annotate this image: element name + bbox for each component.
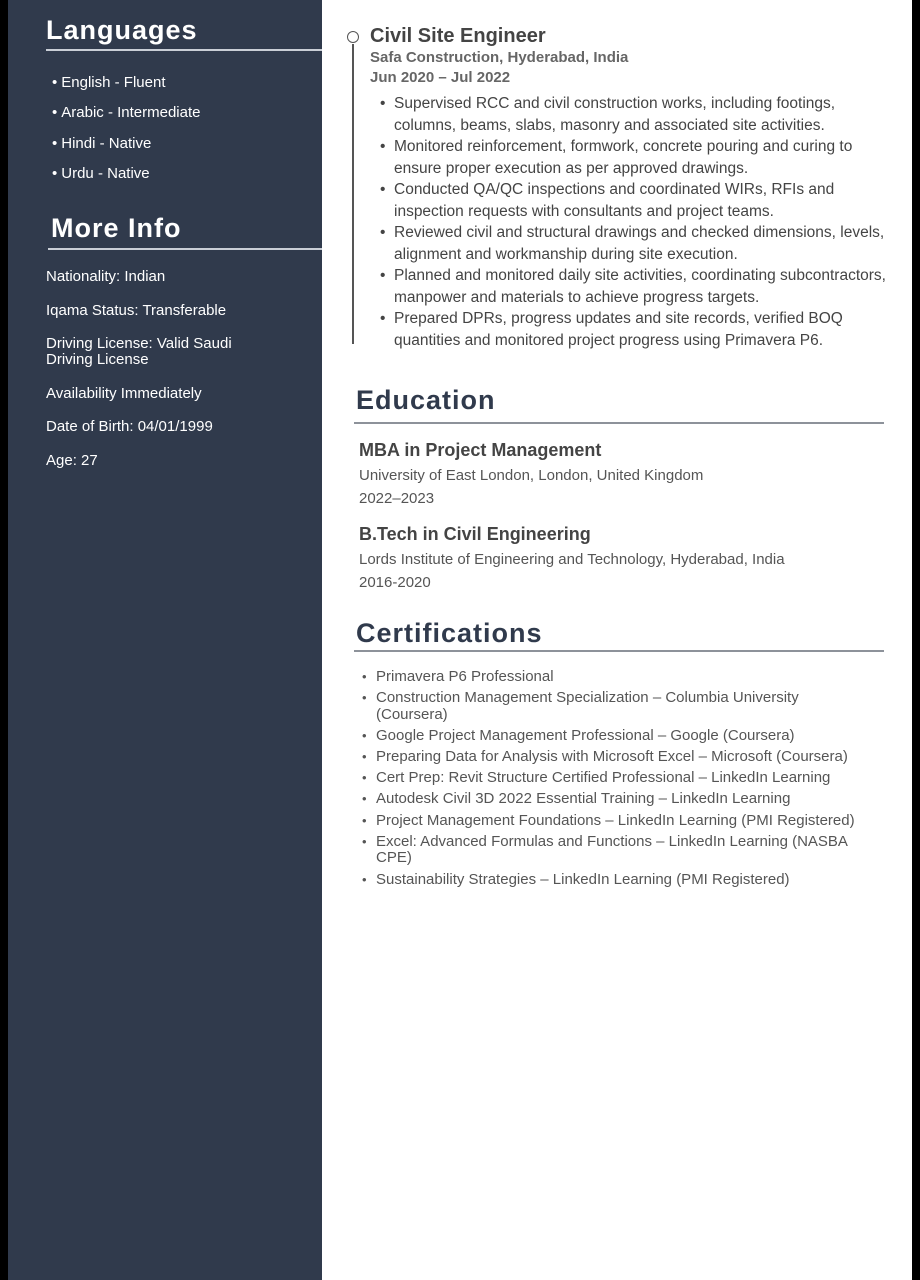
education-divider: [354, 422, 884, 424]
certification-item: • Google Project Management Professional – Google (Coursera): [362, 728, 872, 745]
certifications-divider: [354, 650, 884, 652]
job-duties-list: [380, 93, 900, 351]
more-info-heading: More Info: [51, 213, 182, 243]
certification-item: • Preparing Data for Analysis with Microsoft Excel – Microsoft (Coursera): [362, 749, 872, 766]
iqama-status: Iqama Status: Transferable: [46, 301, 227, 319]
education-degree: MBA in Project Management: [359, 440, 602, 460]
sidebar: [8, 0, 322, 1280]
nationality: Nationality: Indian: [46, 268, 166, 285]
languages-divider: [46, 49, 322, 51]
education-years: 2016-2020: [359, 574, 431, 591]
job-dates: Jun 2020 – Jul 2022: [370, 69, 511, 86]
availability: Availability Immediately: [46, 384, 202, 402]
certification-item: • Sustainability Strategies – LinkedIn Learning (PMI Registered): [362, 872, 872, 889]
certification-item: • Excel: Advanced Formulas and Functions – LinkedIn Learning (NASBA CPE): [362, 834, 872, 867]
certification-item: • Primavera P6 Professional: [362, 669, 872, 686]
language-item: • Hindi - Native: [52, 133, 201, 163]
job-title: Civil Site Engineer: [370, 25, 546, 47]
duty-item: • Supervised RCC and civil construction works, including footings, columns, beams, slabs, masonry and associated site activities.: [380, 93, 900, 136]
more-info-divider: [48, 248, 322, 250]
duty-item: • Prepared DPRs, progress updates and site records, verified BOQ quantities and monitored project progress using Primavera P6.: [380, 308, 900, 351]
education-school: Lords Institute of Engineering and Technology, Hyderabad, India: [359, 551, 785, 568]
duty-item: • Planned and monitored daily site activities, coordinating subcontractors, manpower and materials to achieve progress targets.: [380, 265, 900, 308]
certification-item: • Construction Management Specialization – Columbia University (Coursera): [362, 690, 872, 723]
certification-item: • Cert Prep: Revit Structure Certified Professional – LinkedIn Learning: [362, 770, 872, 787]
timeline-line: [352, 44, 354, 344]
main-content: [322, 0, 912, 1280]
education-heading: Education: [356, 385, 496, 415]
duty-item: • Conducted QA/QC inspections and coordinated WIRs, RFIs and inspection requests with consultants and project teams.: [380, 179, 900, 222]
driving-license: Driving License: Valid Saudi Driving License: [46, 335, 232, 368]
date-of-birth: Date of Birth: 04/01/1999: [46, 418, 213, 435]
education-degree: B.Tech in Civil Engineering: [359, 524, 591, 544]
more-info-list: [46, 269, 246, 486]
certification-item: • Autodesk Civil 3D 2022 Essential Training – LinkedIn Learning: [362, 791, 872, 808]
certifications-heading: Certifications: [356, 618, 543, 648]
duty-item: • Monitored reinforcement, formwork, concrete pouring and curing to ensure proper execution as per approved drawings.: [380, 136, 900, 179]
age: Age: 27: [46, 451, 98, 469]
certifications-list: [362, 669, 872, 893]
language-item: • Arabic - Intermediate: [52, 102, 201, 132]
languages-list: [52, 72, 201, 193]
language-item: • English - Fluent: [52, 72, 201, 102]
education-years: 2022–2023: [359, 490, 435, 507]
certification-item: • Project Management Foundations – LinkedIn Learning (PMI Registered): [362, 813, 872, 830]
timeline-dot-icon: [347, 31, 359, 43]
duty-item: • Reviewed civil and structural drawings and checked dimensions, levels, alignment and workmanship during site execution.: [380, 222, 900, 265]
job-company: Safa Construction, Hyderabad, India: [370, 49, 629, 66]
languages-heading: Languages: [46, 15, 198, 45]
language-item: • Urdu - Native: [52, 163, 201, 193]
education-school: University of East London, London, United Kingdom: [359, 467, 704, 484]
